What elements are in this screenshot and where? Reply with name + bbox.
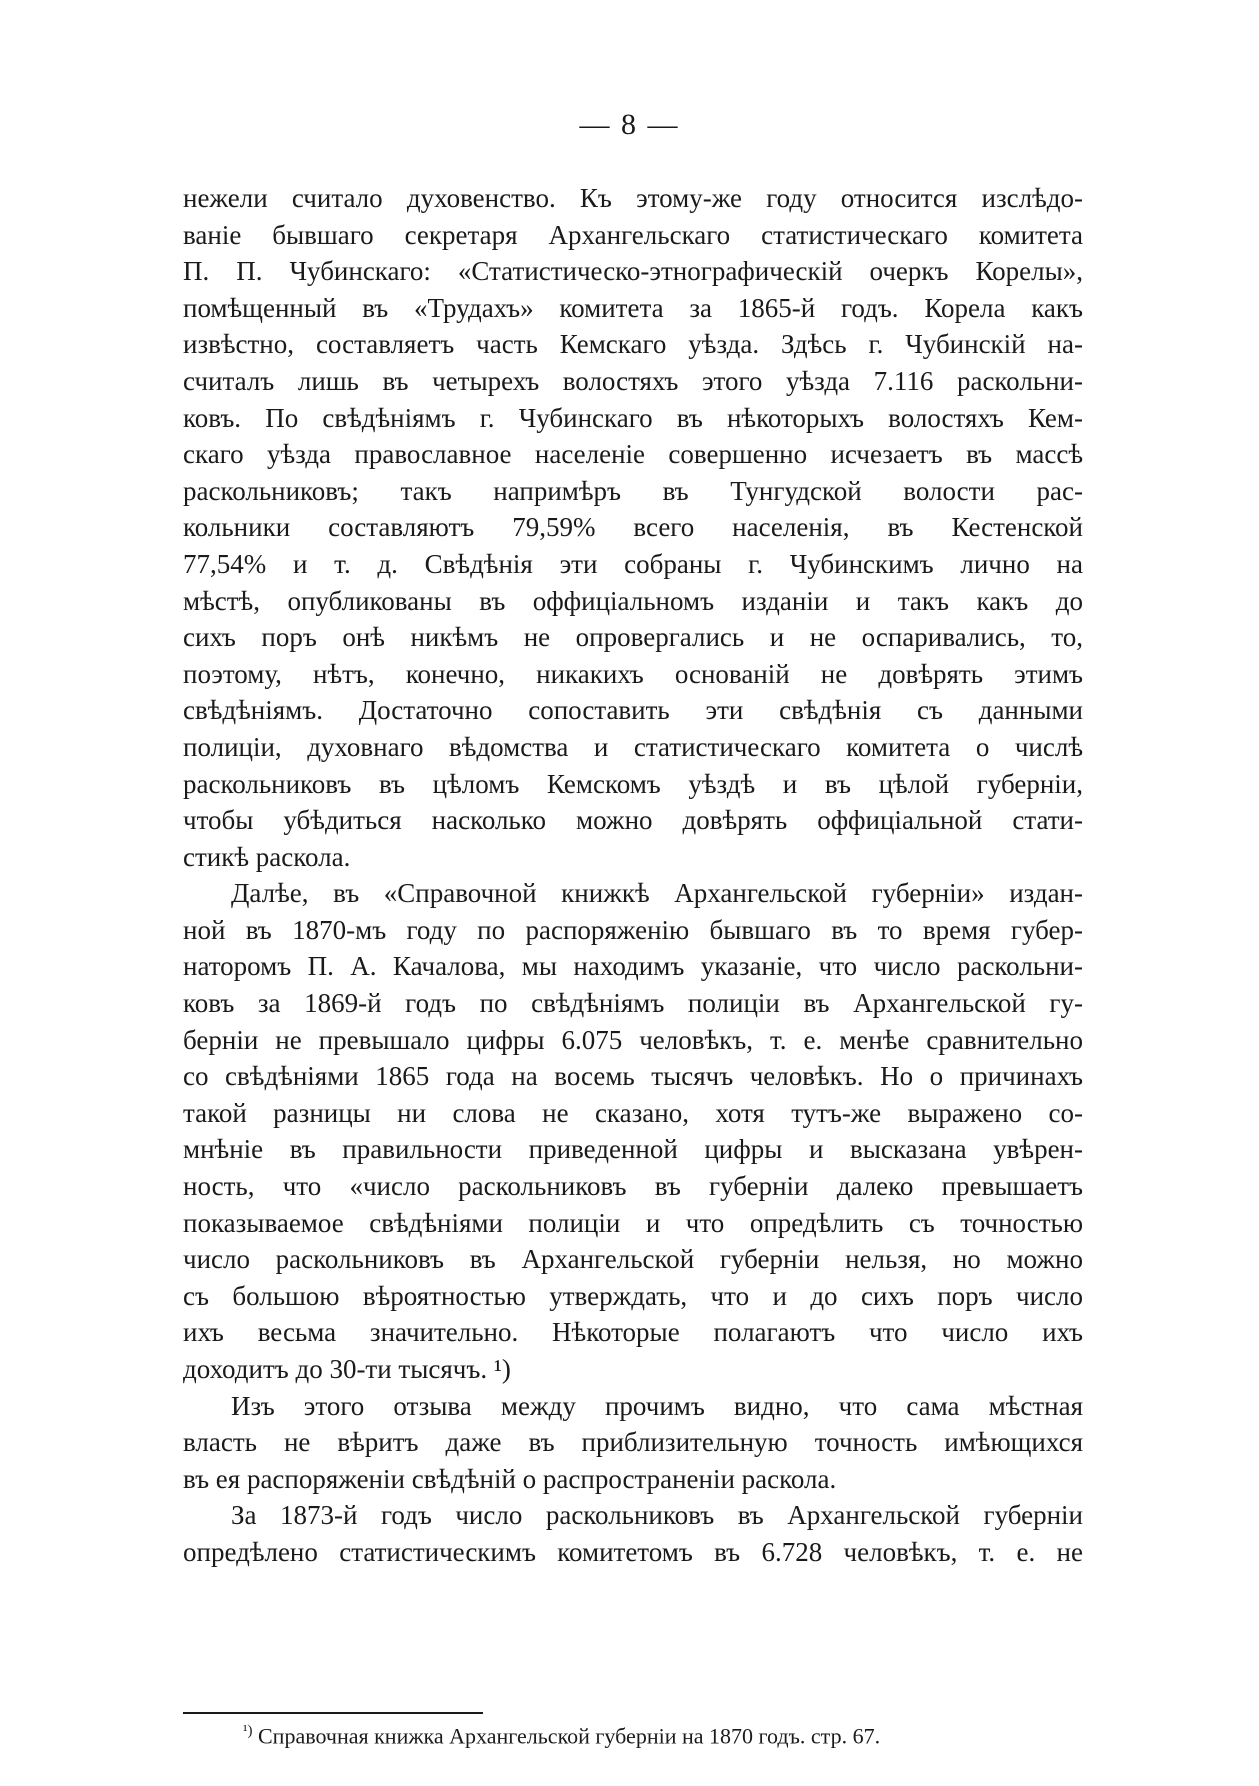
footnote-divider [183,1712,483,1714]
text-line: 77,54% и т. д. Свѣдѣнія эти собраны г. Чубинскимъ лично на [183,548,1083,579]
text-line: Далѣе, въ «Справочной книжкѣ Архангельской губерніи» издан- [231,878,1083,909]
text-line: свѣдѣніямъ. Достаточно сопоставить эти свѣдѣнія съ данными [183,695,1083,726]
text-line: число раскольниковъ въ Архангельской губерніи нельзя, но можно [183,1244,1083,1275]
text-line: ваніе бывшаго секретаря Архангельскаго статистическаго комитета [183,219,1083,250]
text-line: чтобы убѣдиться насколько можно довѣрять оффиціальной стати- [183,805,1083,836]
text-line: со свѣдѣніями 1865 года на восемь тысячъ человѣкъ. Но о причинахъ [183,1061,1083,1092]
text-line: въ ея распоряженіи свѣдѣній о распространеніи раскола. [183,1463,837,1494]
text-line: власть не вѣритъ даже въ приблизительную точность имѣющихся [183,1427,1083,1458]
text-line: скаго уѣзда православное населеніе совершенно исчезаетъ въ массѣ [183,439,1083,470]
text-line: извѣстно, составляетъ часть Кемскаго уѣзда. Здѣсь г. Чубинскій на- [183,329,1083,360]
text-line: нежели считало духовенство. Къ этому-же году относится изслѣдо- [183,183,1083,213]
text-line: ковъ за 1869-й годъ по свѣдѣніямъ полиціи въ Архангельской гу- [183,988,1083,1019]
body-text [183,180,1083,1571]
text-line: раскольниковъ въ цѣломъ Кемскомъ уѣздѣ и въ цѣлой губерніи, [183,768,1083,799]
footnote [243,1723,880,1749]
text-line: За 1873-й годъ число раскольниковъ въ Архангельской губерніи [231,1500,1083,1531]
text-line: мѣстѣ, опубликованы въ оффиціальномъ изданіи и такъ какъ до [183,585,1083,616]
text-line: ной въ 1870-мъ году по распоряженію бывшаго въ то время губер- [183,914,1083,945]
page-number: — 8 — [579,108,680,141]
text-line: поэтому, нѣтъ, конечно, никакихъ основаній не довѣрять этимъ [183,658,1083,689]
text-line: ковъ. По свѣдѣніямъ г. Чубинскаго въ нѣкоторыхъ волостяхъ Кем- [183,402,1083,433]
text-line: стикѣ раскола. [183,841,351,872]
text-line: кольники составляютъ 79,59% всего населенія, въ Кестенской [183,512,1083,543]
footnote-text: Справочная книжка Архангельской губерніи на 1870 годъ. стр. 67. [258,1723,881,1749]
text-line: наторомъ П. А. Качалова, мы находимъ указаніе, что число раскольни- [183,951,1083,982]
text-line: полиціи, духовнаго вѣдомства и статистическаго комитета о числѣ [183,731,1083,762]
text-line: раскольниковъ; такъ напримѣръ въ Тунгудской волости рас- [183,475,1083,506]
text-line: опредѣлено статистическимъ комитетомъ въ 6.728 человѣкъ, т. е. не [183,1536,1083,1567]
text-line: ихъ весьма значительно. Нѣкоторые полагаютъ что число ихъ [183,1317,1083,1348]
text-line: съ большою вѣроятностью утверждать, что и до сихъ поръ число [183,1280,1083,1311]
text-line: Изъ этого отзыва между прочимъ видно, что сама мѣстная [231,1390,1083,1421]
text-line: берніи не превышало цифры 6.075 человѣкъ, т. е. менѣе сравнительно [183,1024,1083,1055]
footnote-marker: ¹) [243,1723,253,1739]
text-line: помѣщенный въ «Трудахъ» комитета за 1865-й годъ. Корела какъ [183,292,1083,323]
text-line: сихъ поръ онѣ никѣмъ не опровергались и не оспаривались, то, [183,622,1083,653]
text-line: ность, что «число раскольниковъ въ губерніи далеко превышаетъ [183,1171,1083,1202]
text-line: такой разницы ни слова не сказано, хотя тутъ-же выражено со- [183,1097,1083,1128]
text-line: мнѣніе въ правильности приведенной цифры и высказана увѣрен- [183,1134,1083,1165]
text-line: доходитъ до 30-ти тысячъ. ¹) [183,1354,511,1384]
text-line: считалъ лишь въ четырехъ волостяхъ этого уѣзда 7.116 раскольни- [183,365,1083,396]
text-line: П. П. Чубинскаго: «Статистическо-этнографическій очеркъ Корелы», [183,256,1083,287]
text-line: показываемое свѣдѣніями полиціи и что опредѣлить съ точностью [183,1207,1083,1238]
